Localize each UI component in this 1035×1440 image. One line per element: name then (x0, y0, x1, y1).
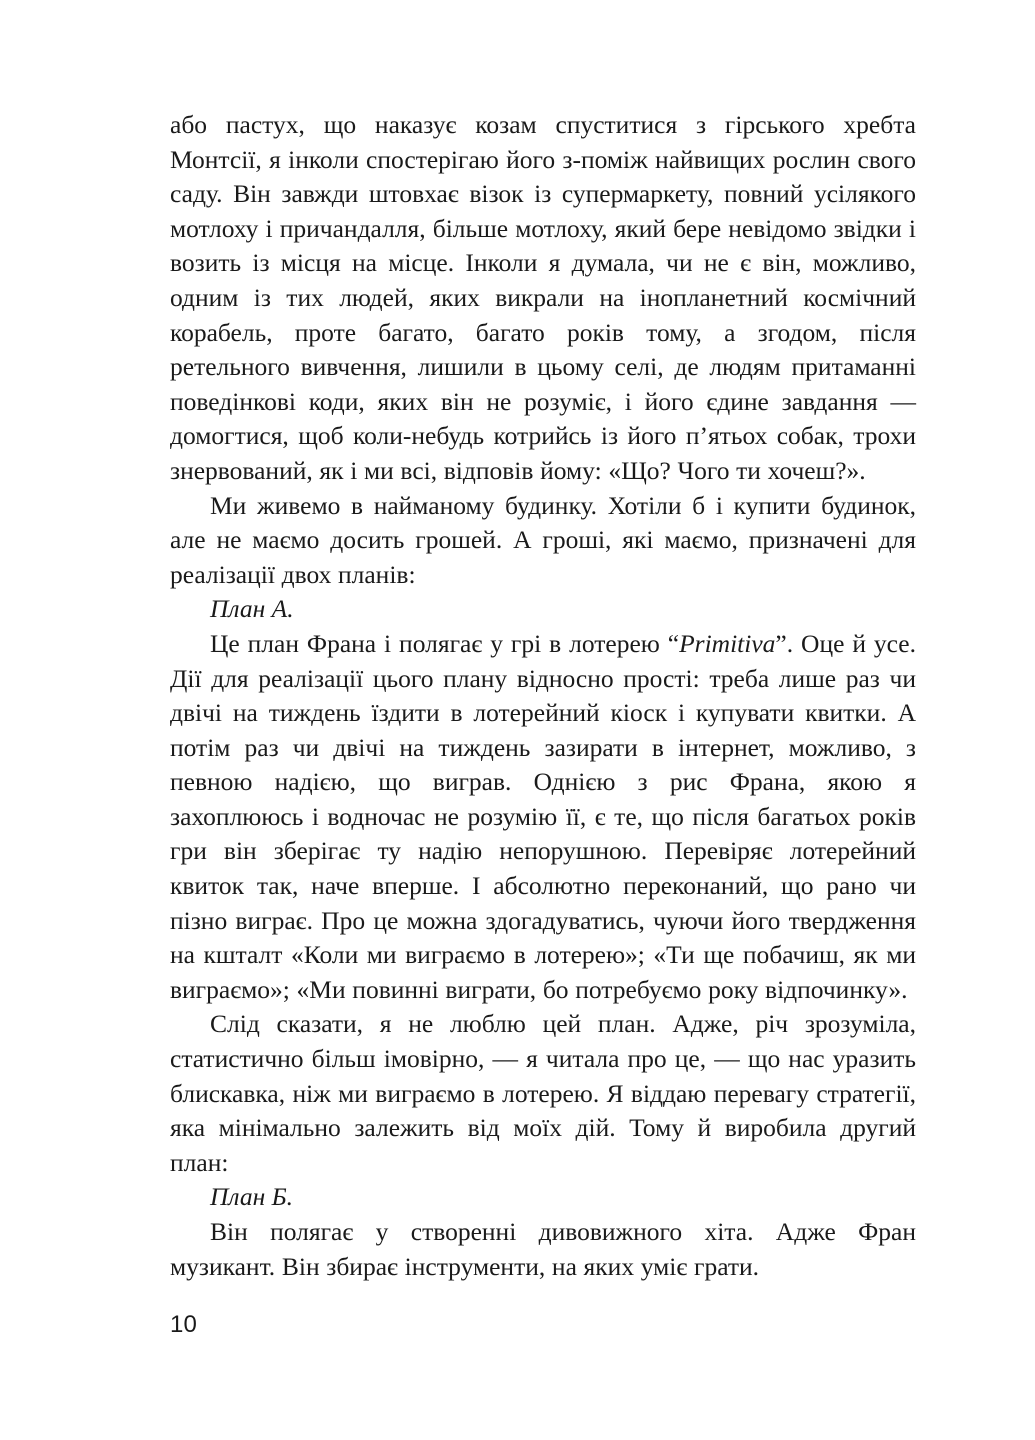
paragraph-dislike-plan: Слід сказати, я не люблю цей план. Адже, річ зрозуміла, статистично більш імовірно, — я читала про це, — що нас уразить блискавка, ніж ми виграємо в лотерею. Я віддаю перевагу стратегії, яка мінімально залежить від моїх дій. Тому й виробила другий план: (170, 1009, 916, 1177)
plan-a-text-before: Це план Франа і полягає у грі в лотерею “ (210, 628, 680, 658)
heading-plan-b: План Б. (210, 1182, 294, 1212)
body-text-column (170, 108, 916, 1284)
paragraph-plan-a-body (170, 627, 916, 1008)
page-number: 10 (170, 1311, 198, 1338)
paragraph-continued-opening: або пастух, що наказує козам спуститися з гірського хребта Монтсії, я інколи спостерігаю його з-поміж найвищих рослин свого саду. Він завжди штовхає візок із супермаркету, повний усілякого мотлоху і причандалля, більше мотлоху, який бере невідомо звідки і возить із місця на місце. Інколи я думала, чи не є він, можливо, одним із тих людей, яких викрали на інопланетний космічний корабель, проте багато, багато років тому, а згодом, після ретельного вивчення, лишили в цьому селі, де людям притаманні поведінкові коди, яких він не розуміє, і його єдине завдання — домогтися, щоб коли-небудь котрийсь із його п’ятьох собак, трохи знервований, як і ми всі, відповів йому: «Що? Чого ти хочеш?». (170, 110, 916, 485)
heading-plan-a: План А. (210, 594, 294, 624)
lottery-name-primitiva: Primitiva (679, 628, 776, 658)
paragraph-plan-b-body: Він полягає у створенні дивовижного хіта. Адже Фран музикант. Він збирає інструменти, на яких уміє грати. (170, 1217, 916, 1281)
plan-a-text-after: ”. Оце й усе. Дії для реалізації цього плану відносно прості: треба лише раз чи двічі на тиждень їздити в лотерейний кіоск і купувати квитки. А потім раз чи двічі на тиждень зазирати в інтернет, можливо, з певною надією, що виграв. Однією з рис Франа, якою я захоплююсь і водночас не розумію її, є те, що після багатьох років гри він зберігає ту надію непорушною. Перевіряє лотерейний квиток так, наче вперше. І абсолютно переконаний, що рано чи пізно виграє. Про це можна здогадуватись, чуючи його твердження на кшталт «Коли ми виграємо в лотерею»; «Ти ще побачиш, як ми виграємо»; «Ми повинні виграти, бо потребуємо року відпочинку». (170, 628, 916, 1004)
paragraph-rented-house: Ми живемо в найманому будинку. Хотіли б і купити будинок, але не маємо досить грошей. А гроші, які маємо, призначені для реалізації двох планів: (170, 490, 916, 589)
